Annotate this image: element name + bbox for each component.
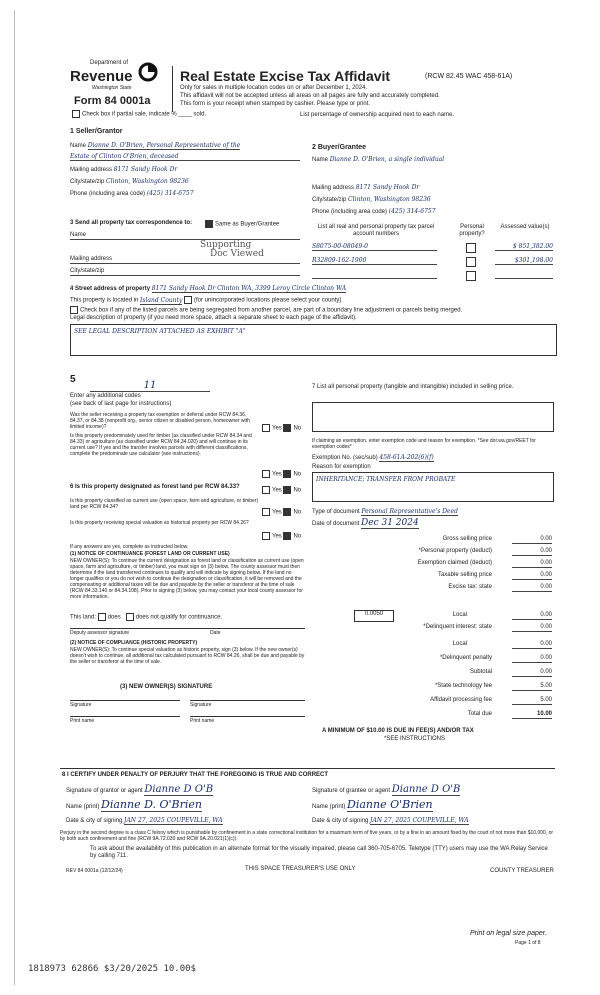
minimum-note: A MINIMUM OF $10.00 IS DUE IN FEE(S) AND/OR TAX (322, 728, 474, 734)
notice2-text: NEW OWNER(S): To continue special valuation as historic property, sign (3) below. If the new owner(s) doesn't wish to continue, all additional tax calculated pursuant to RCW 84.26, shall be due and payable by the seller or transferor at the time of sale. (70, 647, 305, 665)
q2-answer[interactable]: Yes No (262, 470, 301, 479)
row-penalty: *Delinquent penalty 0.00 (439, 655, 552, 661)
dor-logo-icon (138, 62, 158, 82)
parcel-col-header: List all real and personal property tax parcel account numbers (317, 224, 435, 237)
notice1-head: (1) NOTICE OF CONTINUANCE (FOREST LAND OR CURRENT USE) (70, 551, 230, 557)
additional-code[interactable]: 11 (90, 380, 210, 392)
print-label-2: Print name (190, 718, 215, 724)
taxable-value[interactable]: 0.00 (512, 572, 552, 580)
buyer-mailing-row: Mailing address 8171 Sandy Hook Dr (312, 184, 420, 191)
header-line-1: Only for sales in multiple location codes on or after December 1, 2024. (180, 85, 368, 91)
penalty-value[interactable]: 0.00 (512, 655, 552, 663)
s3-name-row[interactable]: Name (70, 232, 300, 240)
sig-label-1: Signature (70, 702, 92, 708)
seller-city-row: City/state/zip Clinton, Washington 98236 (70, 178, 189, 185)
forest-answer[interactable]: Yes No (262, 486, 301, 495)
new-owner-print-1[interactable] (70, 716, 180, 717)
assessed-1[interactable]: $ 851,382.00 (495, 243, 553, 251)
row-exemption: Exemption claimed (deduct) 0.00 (417, 560, 552, 566)
parcel-2[interactable]: R32809-162-1900 (312, 257, 437, 265)
row-taxable: Taxable selling price 0.00 (437, 572, 552, 578)
notice1-text: NEW OWNER(S): To continue the current designation as forest land or classification as current use (open space, farm and agriculture, or timber) land, you must sign on (3) below. The county assessor must then determine if the land transferred continues to qualify and will indicate by signing below. If the land no longer qualifies or you do not wish to continue the designation or classification, it will be removed and the compensating or additional taxes will be due and payable by the seller or transferor at the time of sale (RCW 84.33.140 or 84.34.108). Prior to signing (3) below, you may contact your local county assessor for more information. (70, 558, 304, 600)
buyer-phone-row: Phone (including area code) (425) 314-6757 (312, 208, 436, 215)
seller-mailing[interactable]: 8171 Sandy Hook Dr (113, 166, 178, 173)
row-total-due: Total due 10.00 (467, 711, 552, 717)
any-yes-note: If any answers are yes, complete as instructed below. (70, 544, 189, 550)
seller-name-row: Name Dianne D. O'Brien, Personal Representative of the (70, 142, 241, 149)
header-line-3: This form is your receipt when stamped by cashier. Please type or print. (180, 101, 371, 107)
county-select[interactable]: Island County (140, 296, 183, 304)
exempt-no-row: Exemption No. (sec/sub) 458-61A-202(6)(f) (312, 454, 434, 461)
legal-description: SEE LEGAL DESCRIPTION ATTACHED AS EXHIBIT "A" (74, 328, 246, 335)
assessed-col-header: Assessed value(s) (500, 224, 550, 230)
grantee-name[interactable]: Dianne O'Brien (347, 798, 433, 811)
grantee-sig-row: Signature of grantee or agent Dianne D O'B (312, 784, 461, 795)
grantee-signature[interactable]: Dianne D O'B (391, 784, 461, 795)
assessed-2[interactable]: $301,198.00 (495, 257, 553, 265)
grantee-name-row: Name (print) Dianne O'Brien (312, 798, 433, 811)
personal-check-3[interactable] (466, 271, 476, 281)
scan-edge (14, 10, 15, 985)
segregated-check[interactable]: Check box if any of the listed parcels are being segregated from another parcel, are part of a boundary line adjustment or parcels being merged. (70, 306, 555, 315)
row-excise: Excise tax: state 0.00 (448, 584, 552, 590)
exempt-no[interactable]: 458-61A-202(6)(f) (379, 454, 434, 461)
row-interest: *Delinquent interest: state 0.00 (423, 624, 552, 630)
list-pct-note: List percentage of ownership acquired next to each name. (300, 112, 455, 118)
seller-phone[interactable]: (425) 314-6757 (146, 190, 194, 197)
row-gross: Gross selling price 0.00 (442, 536, 552, 542)
buyer-mailing[interactable]: 8171 Sandy Hook Dr (355, 184, 420, 191)
reason-label: Reason for exemption (312, 464, 371, 470)
grantor-sig-row: Signature of grantor or agent Dianne D O'B (66, 784, 214, 795)
s7-heading: 7 List all personal property (tangible and intangible) included in selling price. (312, 384, 514, 390)
s4-address-row: 4 Street address of property 8171 Sandy Hook Dr Clinton WA, 3399 Leroy Circle Clinton WA (70, 285, 347, 292)
new-owner-sig-2[interactable] (190, 700, 305, 701)
grantor-signature[interactable]: Dianne D O'B (144, 784, 214, 795)
doc-type[interactable]: Personal Representative's Deed (361, 508, 458, 515)
reason-text: INHERITANCE; TRANSFER FROM PROBATE (316, 476, 456, 483)
rev-code: REV 84 0001a (12/12/24) (66, 868, 123, 874)
deputy-line[interactable] (70, 628, 305, 629)
personal-check-2[interactable] (466, 257, 476, 267)
current-use-answer[interactable]: Yes No (262, 508, 301, 517)
county-treasurer: COUNTY TREASURER (490, 868, 554, 874)
buyer-city[interactable]: Clinton, Washington 98236 (348, 196, 431, 203)
parcel-1[interactable]: S8075-00-08049-0 (312, 243, 437, 251)
row-local2: Local 0.00 (452, 641, 552, 647)
buyer-name[interactable]: Dianne D. O'Brien, a single individual (329, 156, 445, 163)
legal-description-box[interactable] (70, 324, 557, 356)
seller-name-2[interactable]: Estate of Clinton O'Brien, deceased (70, 153, 300, 161)
s4-located-row: This property is located in Island County (for unincorporated locations please select your county) (70, 296, 342, 304)
partial-sale-check[interactable]: Check box if partial sale, indicate % ____ sold. (72, 110, 206, 119)
print-label-1: Print name (70, 718, 95, 724)
dept-label: Department of (90, 60, 129, 66)
local2-value[interactable]: 0.00 (512, 641, 552, 649)
personal-property-box[interactable] (312, 402, 554, 432)
treasurer-space: THIS SPACE TREASURER'S USE ONLY (245, 866, 356, 872)
grantee-date-row: Date & city of signing JAN 27, 2025 COUPEVILLE, WA (312, 817, 469, 824)
header-line-2: This affidavit will not be accepted unless all areas on all pages are fully and accurately completed. (180, 93, 440, 99)
exemption-value[interactable]: 0.00 (512, 560, 552, 568)
s6-heading: 6 Is this property designated as forest land per RCW 84.33? (70, 484, 240, 490)
excise-value[interactable]: 0.00 (512, 584, 552, 592)
see-back-label: (see back of last page for instructions) (70, 401, 172, 407)
section3-heading: 3 Send all property tax correspondence to: (70, 220, 193, 226)
recording-stamp: 1818973 62866 $3/20/2025 10.00$ (28, 964, 196, 974)
q2-text: Is this property predominately used for timber (as classified under RCW 84.34 and 84.33) or agriculture (as classified under RCW 84.34.020) and will continue in its current use? If yes and the transfer involves parcels with different classifications, complete the predominate use calculator (see instructions). (70, 433, 252, 457)
row-personal: *Personal property (deduct) 0.00 (418, 548, 552, 554)
grantor-name[interactable]: Dianne D. O'Brien (101, 798, 203, 811)
doc-date[interactable]: Dec 31 2024 (361, 518, 419, 528)
reason-box[interactable] (312, 472, 554, 502)
seller-name[interactable]: Dianne D. O'Brien, Personal Representative of the (87, 142, 241, 149)
grantee-date[interactable]: JAN 27, 2025 COUPEVILLE, WA (370, 817, 469, 824)
page-number: Page 1 of 8 (515, 940, 541, 946)
gross-value[interactable]: 0.00 (512, 536, 552, 544)
local1-value[interactable]: 0.00 (512, 612, 552, 620)
form-number: Form 84 0001a (74, 95, 151, 107)
see-instructions: *SEE INSTRUCTIONS (384, 736, 446, 742)
same-as-check[interactable]: Same as Buyer/Grantee (205, 220, 279, 229)
row-subtotal: Subtotal 0.00 (469, 669, 552, 675)
subtotal-value[interactable]: 0.00 (512, 669, 552, 677)
form-rcw: (RCW 82.45 WAC 458-61A) (425, 73, 513, 80)
grantor-date-row: Date & city of signing JAN 27, 2025 COUPEVILLE, WA (66, 817, 223, 824)
interest-value[interactable]: 0.00 (512, 624, 552, 632)
row-processing-fee: Affidavit processing fee 5.00 (430, 697, 552, 703)
doc-type-row: Type of document Personal Representative's Deed (312, 508, 458, 515)
processing-fee-value[interactable]: 5.00 (512, 697, 552, 705)
grantor-name-row: Name (print) Dianne D. O'Brien (66, 798, 203, 811)
assessed-3[interactable] (495, 271, 553, 279)
property-address[interactable]: 8171 Sandy Hook Dr Clinton WA, 3399 Leroy Circle Clinton WA (151, 285, 347, 292)
claim-label: If claiming an exemption, enter exemption code and reason for exemption. *See dor.wa.gov/REET for exemption codes* (312, 438, 536, 450)
header-divider (172, 66, 173, 112)
revenue-logo-text: Revenue (70, 68, 133, 85)
buyer-phone[interactable]: (425) 314-6757 (388, 208, 436, 215)
seller-mailing-row: Mailing address 8171 Sandy Hook Dr (70, 166, 178, 173)
q1-answer[interactable]: Yes No (262, 424, 301, 433)
s3-city-row[interactable]: City/state/zip (70, 268, 300, 276)
new-owner-print-2[interactable] (190, 716, 305, 717)
sig-label-2: Signature (190, 702, 212, 708)
sig3-label: (3) NEW OWNER(S) SIGNATURE (120, 684, 213, 690)
s5-heading: 5 (70, 374, 76, 385)
doc-date-row: Date of document Dec 31 2024 (312, 518, 419, 528)
legal-label: Legal description of property (if you need more space, attach a separate sheet to each page of the affidavit). (70, 315, 357, 321)
enter-codes-label: Enter any additional codes (70, 393, 141, 399)
section8-rule (60, 768, 555, 769)
stamp-supporting: Supporting (200, 240, 252, 250)
grantor-date[interactable]: JAN 27, 2025 COUPEVILLE, WA (124, 817, 223, 824)
buyer-city-row: City/state/zip Clinton, Washington 98236 (312, 196, 431, 203)
stamp-doc-viewed: Doc Viewed (210, 249, 264, 259)
seller-phone-row: Phone (including area code) (425) 314-6757 (70, 190, 194, 197)
buyer-heading: 2 Buyer/Grantee (312, 144, 367, 151)
special-answer[interactable]: Yes No (262, 532, 301, 541)
rate-box[interactable]: 0.0050 (354, 610, 394, 622)
personal-col-header: Personal property? (459, 224, 485, 237)
row-tech-fee: *State technology fee 5.00 (434, 683, 552, 689)
seller-heading: 1 Seller/Grantor (70, 128, 123, 135)
row-local1: Local 0.00 (452, 612, 552, 618)
new-owner-sig-1[interactable] (70, 700, 180, 701)
notice2-head: (2) NOTICE OF COMPLIANCE (HISTORIC PROPERTY) (70, 640, 198, 646)
state-label: Washington State (92, 85, 132, 91)
q-current-use: Is this property classified as current use (open space, farm and agriculture, or timber) land per RCW 84.34? (70, 498, 259, 510)
deputy-label: Deputy assessor signature (70, 630, 130, 636)
deputy-date-label: Date (210, 630, 221, 636)
does-row[interactable]: This land: does does not qualify for continuance. (70, 614, 223, 621)
accessibility-note: To ask about the availability of this publication in an alternate format for the visually impaired, please call 360-705-6705. Teletype (TTY) users may use the WA Relay Service by calling 711. (90, 846, 548, 859)
seller-city[interactable]: Clinton, Washington 98236 (106, 178, 189, 185)
q-special: Is this property receiving special valuation as historical property per RCW 84.26? (70, 520, 249, 526)
print-legal-note: Print on legal size paper. (470, 930, 547, 937)
form-title: Real Estate Excise Tax Affidavit (180, 68, 391, 84)
perjury-note: Perjury in the second degree is a class C felony which is punishable by confinement in a state correctional institution for a maximum term of five years, or by a fine in an amount fixed by the court of not more than $10,000, or by both such confinement and fine (RCW 9A.72.030 and RCW 9A.20.021(1)(c)). (60, 830, 554, 842)
s8-heading: 8 I CERTIFY UNDER PENALTY OF PERJURY THAT THE FOREGOING IS TRUE AND CORRECT (62, 772, 329, 778)
buyer-name-row: Name Dianne D. O'Brien, a single individual (312, 156, 445, 163)
q1-text: Was the seller receiving a property tax exemption or deferral under RCW 84.36, 84.37, or 84.38 (nonprofit org., senior citizen or disabled person, homeowner with limited income)? (70, 412, 250, 430)
personal-value[interactable]: 0.00 (512, 548, 552, 556)
s3-mailing-row[interactable]: Mailing address (70, 256, 300, 264)
personal-check-1[interactable] (466, 243, 476, 253)
parcel-3[interactable] (312, 271, 437, 279)
total-due-value[interactable]: 10.00 (512, 711, 552, 719)
tech-fee-value[interactable]: 5.00 (512, 683, 552, 691)
